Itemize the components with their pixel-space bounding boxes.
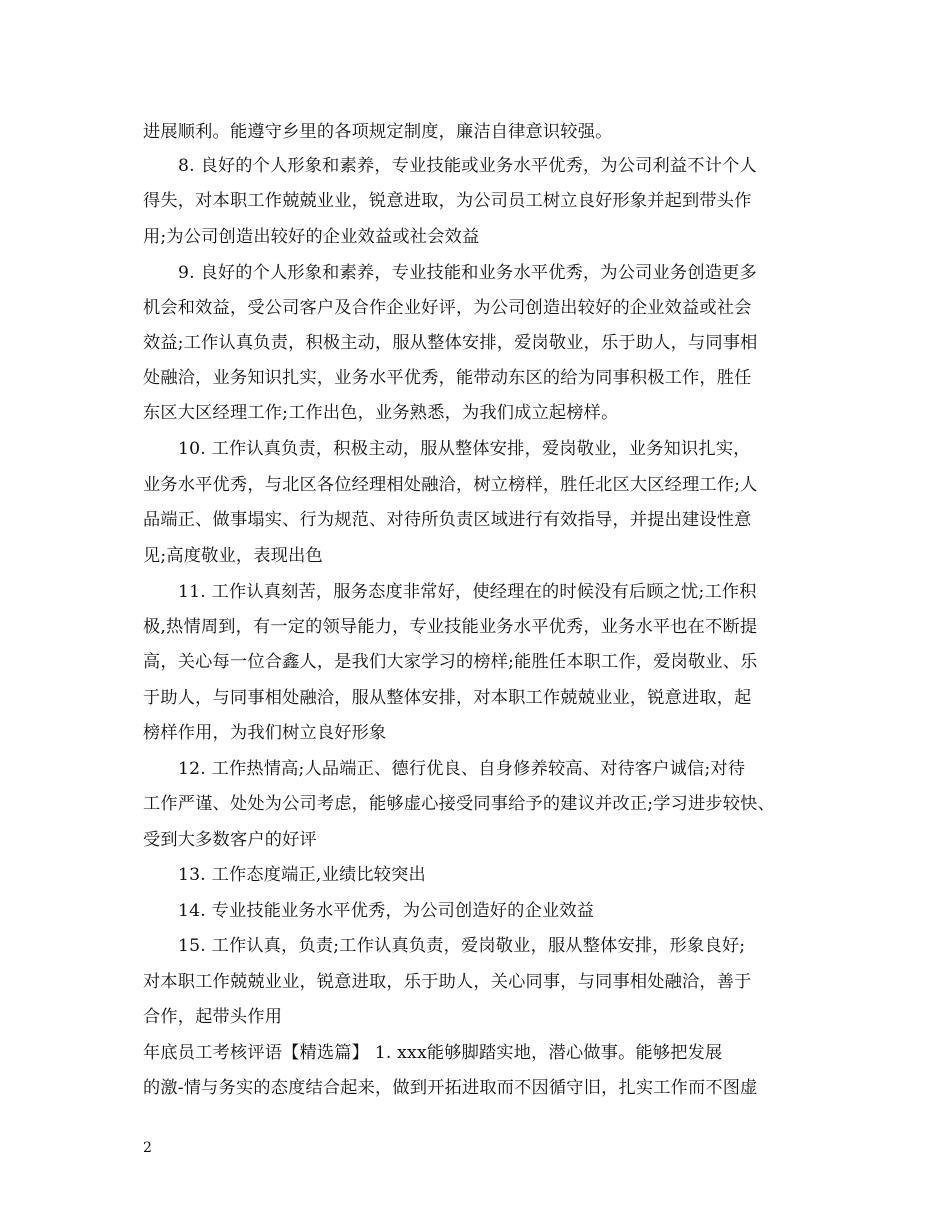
text-line: 高，关心每一位合鑫人，是我们大家学习的榜样;能胜任本职工作，爱岗敬业、乐: [143, 652, 758, 672]
text-line: 东区大区经理工作;工作出色，业务熟悉，为我们成立起榜样。: [143, 403, 619, 423]
text-line: 年底员工考核评语【精选篇】 1. xxx能够脚踏实地，潜心做事。能够把发展: [143, 1043, 723, 1063]
text-line: 业务水平优秀，与北区各位经理相处融洽，树立榜样，胜任北区大区经理工作;人: [143, 475, 758, 495]
text-line: 效益;工作认真负责，积极主动，服从整体安排，爱岗敬业，乐于助人，与同事相: [143, 333, 758, 353]
text-line: 的激-情与务实的态度结合起来，做到开拓进取而不因循守旧，扎实工作而不图虚: [143, 1078, 758, 1098]
text-line: 处融洽，业务知识扎实，业务水平优秀，能带动东区的给为同事积极工作，胜任: [143, 368, 752, 388]
text-line: 见;高度敬业，表现出色: [143, 546, 323, 566]
page-number: 2: [143, 1140, 152, 1156]
text-line: 13. 工作态度端正,业绩比较突出: [178, 865, 426, 885]
text-line: 12. 工作热情高;人品端正、德行优良、自身修养较高、对待客户诚信;对待: [178, 759, 746, 779]
text-line: 10. 工作认真负责，积极主动，服从整体安排，爱岗敬业，业务知识扎实，: [178, 439, 751, 459]
text-line: 于助人，与同事相处融洽，服从整体安排，对本职工作兢兢业业，锐意进取，起: [143, 688, 752, 708]
text-line: 8. 良好的个人形象和素养，专业技能或业务水平优秀，为公司利益不计个人: [178, 156, 757, 176]
text-line: 11. 工作认真刻苦，服务态度非常好，使经理在的时候没有后顾之忧;工作积: [178, 582, 757, 602]
text-line: 极,热情周到，有一定的领导能力，专业技能业务水平优秀，业务水平也在不断提: [143, 617, 758, 637]
text-line: 15. 工作认真，负责;工作认真负责，爱岗敬业，服从整体安排，形象良好;: [178, 936, 746, 956]
text-line: 得失，对本职工作兢兢业业，锐意进取，为公司员工树立良好形象并起到带头作: [143, 191, 752, 211]
text-line: 品端正、做事塌实、行为规范、对待所负责区域进行有效指导，并提出建设性意: [143, 510, 752, 530]
text-line: 进展顺利。能遵守乡里的各项规定制度，廉洁自律意识较强。: [143, 122, 613, 142]
text-line: 受到大多数客户的好评: [143, 830, 317, 850]
text-line: 合作，起带头作用: [143, 1007, 283, 1027]
text-line: 9. 良好的个人形象和素养，专业技能和业务水平优秀，为公司业务创造更多: [178, 263, 757, 283]
text-line: 14. 专业技能业务水平优秀，为公司创造好的企业效益: [178, 901, 595, 921]
text-line: 对本职工作兢兢业业，锐意进取，乐于助人，关心同事，与同事相处融洽，善于: [143, 972, 752, 992]
text-line: 用;为公司创造出较好的企业效益或社会效益: [143, 227, 480, 247]
text-line: 榜样作用，为我们树立良好形象: [143, 723, 387, 743]
text-line: 机会和效益，受公司客户及合作企业好评，为公司创造出较好的企业效益或社会: [143, 298, 752, 318]
text-line: 工作严谨、处处为公司考虑，能够虚心接受同事给予的建议并改正;学习进步较快、: [143, 794, 775, 814]
